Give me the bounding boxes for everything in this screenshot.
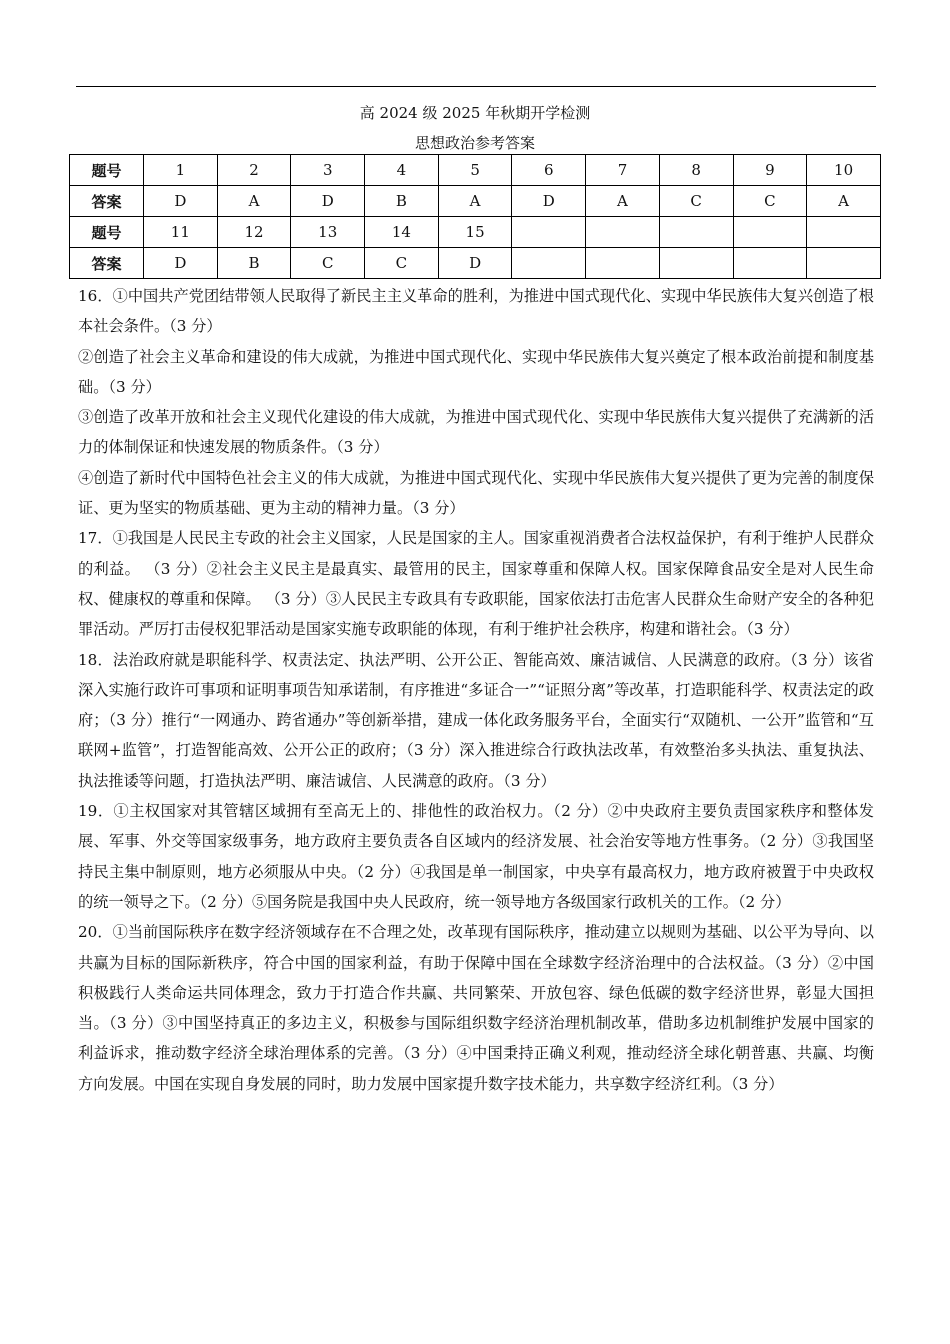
- answer-cell: A: [217, 186, 291, 217]
- answer-cell: [807, 248, 881, 279]
- question-number-cell: [733, 217, 807, 248]
- table-row-answers-2: [70, 248, 881, 279]
- question-number-cell: 10: [807, 155, 881, 186]
- answer-16-point-4: ④创造了新时代中国特色社会主义的伟大成就，为推进中国式现代化、实现中华民族伟大复兴提供了更为完善的制度保证、更为坚实的物质基础、更为主动的精神力量。（3 分）: [78, 468, 874, 518]
- row-label-number: 题号: [70, 155, 144, 186]
- row-label-answer: 答案: [70, 186, 144, 217]
- top-rule: [76, 86, 876, 87]
- table-row-answers-1: [70, 186, 881, 217]
- question-number-cell: [807, 217, 881, 248]
- answer-cell: A: [807, 186, 881, 217]
- table-row-numbers-1: [70, 155, 881, 186]
- answer-cell: [512, 248, 586, 279]
- question-number-cell: 6: [512, 155, 586, 186]
- question-number-cell: 9: [733, 155, 807, 186]
- question-number-cell: 14: [365, 217, 439, 248]
- answer-16-point-2: ②创造了社会主义革命和建设的伟大成就，为推进中国式现代化、实现中华民族伟大复兴奠定了根本政治前提和制度基础。（3 分）: [78, 347, 874, 396]
- question-number-cell: 4: [365, 155, 439, 186]
- answer-cell: [659, 248, 733, 279]
- answer-cell: D: [144, 186, 218, 217]
- answer-cell: C: [659, 186, 733, 217]
- row-label-number: 题号: [70, 217, 144, 248]
- answer-cell: [733, 248, 807, 279]
- answer-cell: D: [144, 248, 218, 279]
- question-number-cell: 8: [659, 155, 733, 186]
- answer-cell: C: [733, 186, 807, 217]
- exam-title: 高 2024 级 2025 年秋期开学检测: [359, 104, 591, 122]
- answer-cell: [586, 248, 660, 279]
- answer-table: [69, 154, 881, 279]
- question-number-cell: [659, 217, 733, 248]
- question-number-cell: 2: [217, 155, 291, 186]
- answer-18: 18．法治政府就是职能科学、权责法定、执法严明、公开公正、智能高效、廉洁诚信、人民满意的政府。（3 分）该省深入实施行政许可事项和证明事项告知承诺制，有序推进“多证合一”“证照分离”等改革，打造职能科学、权责法定的政府；（3 分）推行“一网通办、跨省通办”等创新举措，建成一体化政务服务平台，全面实行“双随机、一公开”监管和“互联网+监管”，打造智能高效、公开公正的政府；（3 分）深入推进综合行政执法改革，有效整治多头执法、重复执法、执法推诿等问题，打造执法严明、廉洁诚信、人民满意的政府。（3 分）: [78, 650, 874, 790]
- question-number-cell: [586, 217, 660, 248]
- answer-cell: A: [438, 186, 512, 217]
- row-label-answer: 答案: [70, 248, 144, 279]
- answer-cell: C: [365, 248, 439, 279]
- question-number-cell: 5: [438, 155, 512, 186]
- question-number-cell: 13: [291, 217, 365, 248]
- answer-cell: A: [586, 186, 660, 217]
- answer-16-point-1: 16．①中国共产党团结带领人民取得了新民主主义革命的胜利，为推进中国式现代化、实现中华民族伟大复兴创造了根本社会条件。（3 分）: [78, 287, 874, 336]
- answer-explanations: [78, 281, 874, 1099]
- question-number-cell: 11: [144, 217, 218, 248]
- answer-cell: D: [438, 248, 512, 279]
- answer-cell: D: [291, 186, 365, 217]
- answer-19: 19．①主权国家对其管辖区域拥有至高无上的、排他性的政治权力。（2 分）②中央政府主要负责国家秩序和整体发展、军事、外交等国家级事务，地方政府主要负责各自区域内的经济发展、社会治安等地方性事务。（2 分）③我国坚持民主集中制原则，地方必须服从中央。（2 分）④我国是单一制国家，中央享有最高权力，地方政府被置于中央政权的统一领导之下。（2 分）⑤国务院是我国中央人民政府，统一领导地方各级国家行政机关的工作。（2 分）: [78, 802, 874, 911]
- answer-17: 17．①我国是人民民主专政的社会主义国家，人民是国家的主人。国家重视消费者合法权益保护，有利于维护人民群众的利益。 （3 分）②社会主义民主是最真实、最管用的民主，国家尊重和保障人权。国家保障食品安全是对人民生命权、健康权的尊重和保障。 （3 分）③人民民主专政具有专政职能，国家依法打击危害人民群众生命财产安全的各种犯罪活动。严厉打击侵权犯罪活动是国家实施专政职能的体现，有利于维护社会秩序，构建和谐社会。（3 分）: [78, 529, 874, 639]
- answer-key-subtitle: 思想政治参考答案: [414, 134, 535, 152]
- question-number-cell: [512, 217, 586, 248]
- answer-cell: C: [291, 248, 365, 279]
- answer-20: 20．①当前国际秩序在数字经济领域存在不合理之处，改革现有国际秩序，推动建立以规则为基础、以公平为导向、以共赢为目标的国际新秩序，符合中国的国家利益，有助于保障中国在全球数字经济治理中的合法权益。（3 分）②中国积极践行人类命运共同体理念，致力于打造合作共赢、共同繁荣、开放包容、绿色低碳的数字经济世界，彰显大国担当。（3 分）③中国坚持真正的多边主义，积极参与国际组织数字经济治理机制改革，借助多边机制维护发展中国家的利益诉求，推动数字经济全球治理体系的完善。（3 分）④中国秉持正确义利观，推动经济全球化朝普惠、共赢、均衡方向发展。中国在实现自身发展的同时，助力发展中国家提升数字技术能力，共享数字经济红利。（3 分）: [78, 923, 874, 1093]
- answer-16-point-3: ③创造了改革开放和社会主义现代化建设的伟大成就，为推进中国式现代化、实现中华民族伟大复兴提供了充满新的活力的体制保证和快速发展的物质条件。（3 分）: [78, 408, 874, 457]
- question-number-cell: 7: [586, 155, 660, 186]
- question-number-cell: 12: [217, 217, 291, 248]
- table-row-numbers-2: [70, 217, 881, 248]
- question-number-cell: 15: [438, 217, 512, 248]
- answer-cell: B: [365, 186, 439, 217]
- answer-cell: D: [512, 186, 586, 217]
- answer-cell: B: [217, 248, 291, 279]
- question-number-cell: 3: [291, 155, 365, 186]
- question-number-cell: 1: [144, 155, 218, 186]
